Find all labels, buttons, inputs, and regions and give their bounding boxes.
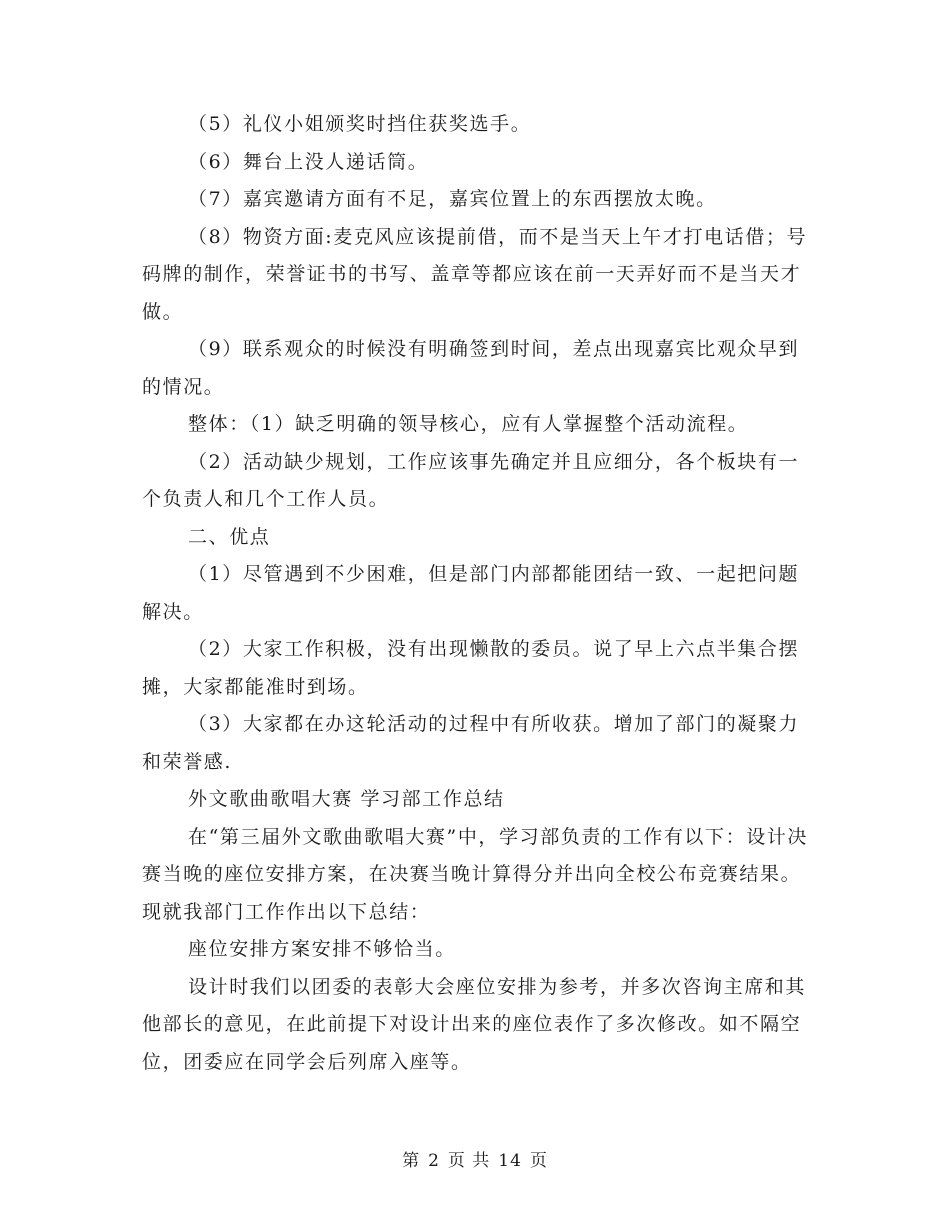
paragraph: （9）联系观众的时候没有明确签到时间，差点出现嘉宾比观众早到的情况。 xyxy=(142,338,800,398)
paragraph: （2）大家工作积极，没有出现懒散的委员。说了早上六点半集合摆摊，大家都能准时到场。 xyxy=(142,638,800,698)
paragraph: （2）活动缺少规划，工作应该事先确定并且应细分，各个板块有一个负责人和几个工作人员。 xyxy=(142,450,800,510)
paragraph: （1）尽管遇到不少困难，但是部门内部都能团结一致、一起把问题解决。 xyxy=(142,563,800,623)
section-title: 外文歌曲歌唱大赛 学习部工作总结 xyxy=(188,788,505,810)
paragraph: 整体：（1）缺乏明确的领导核心，应有人掌握整个活动流程。 xyxy=(188,413,749,435)
footer-middle: 页 共 xyxy=(447,1151,491,1171)
footer-prefix: 第 xyxy=(402,1151,421,1171)
paragraph: （5）礼仪小姐颁奖时挡住获奖选手。 xyxy=(188,113,532,135)
paragraph: 座位安排方案安排不够恰当。 xyxy=(188,938,456,960)
paragraph: （8）物资方面:麦克风应该提前借，而不是当天上午才打电话借；号码牌的制作，荣誉证书的书写、盖章等都应该在前一天弄好而不是当天才做。 xyxy=(142,225,808,323)
section-heading: 二、优点 xyxy=(188,525,271,548)
page-number: 2 xyxy=(428,1151,440,1171)
footer-suffix: 页 xyxy=(529,1151,548,1171)
paragraph: （3）大家都在办这轮活动的过程中有所收获。增加了部门的凝聚力和荣誉感. xyxy=(142,713,800,773)
paragraph: （6）舞台上没人递话筒。 xyxy=(188,150,429,173)
paragraph: （7）嘉宾邀请方面有不足，嘉宾位置上的东西摆放太晚。 xyxy=(188,188,717,210)
paragraph: 设计时我们以团委的表彰大会座位安排为参考，并多次咨询主席和其他部长的意见，在此前提下对设计出来的座位表作了多次修改。如不隔空位，团委应在同学会后列席入座等。 xyxy=(142,975,807,1073)
paragraph: 在“第三届外文歌曲歌唱大赛”中，学习部负责的工作有以下：设计决赛当晚的座位安排方案，在决赛当晚计算得分并出向全校公布竞赛结果。现就我部门工作作出以下总结： xyxy=(142,825,809,923)
document-body xyxy=(142,106,810,1081)
total-pages: 14 xyxy=(498,1151,522,1171)
page-footer xyxy=(0,1146,950,1171)
